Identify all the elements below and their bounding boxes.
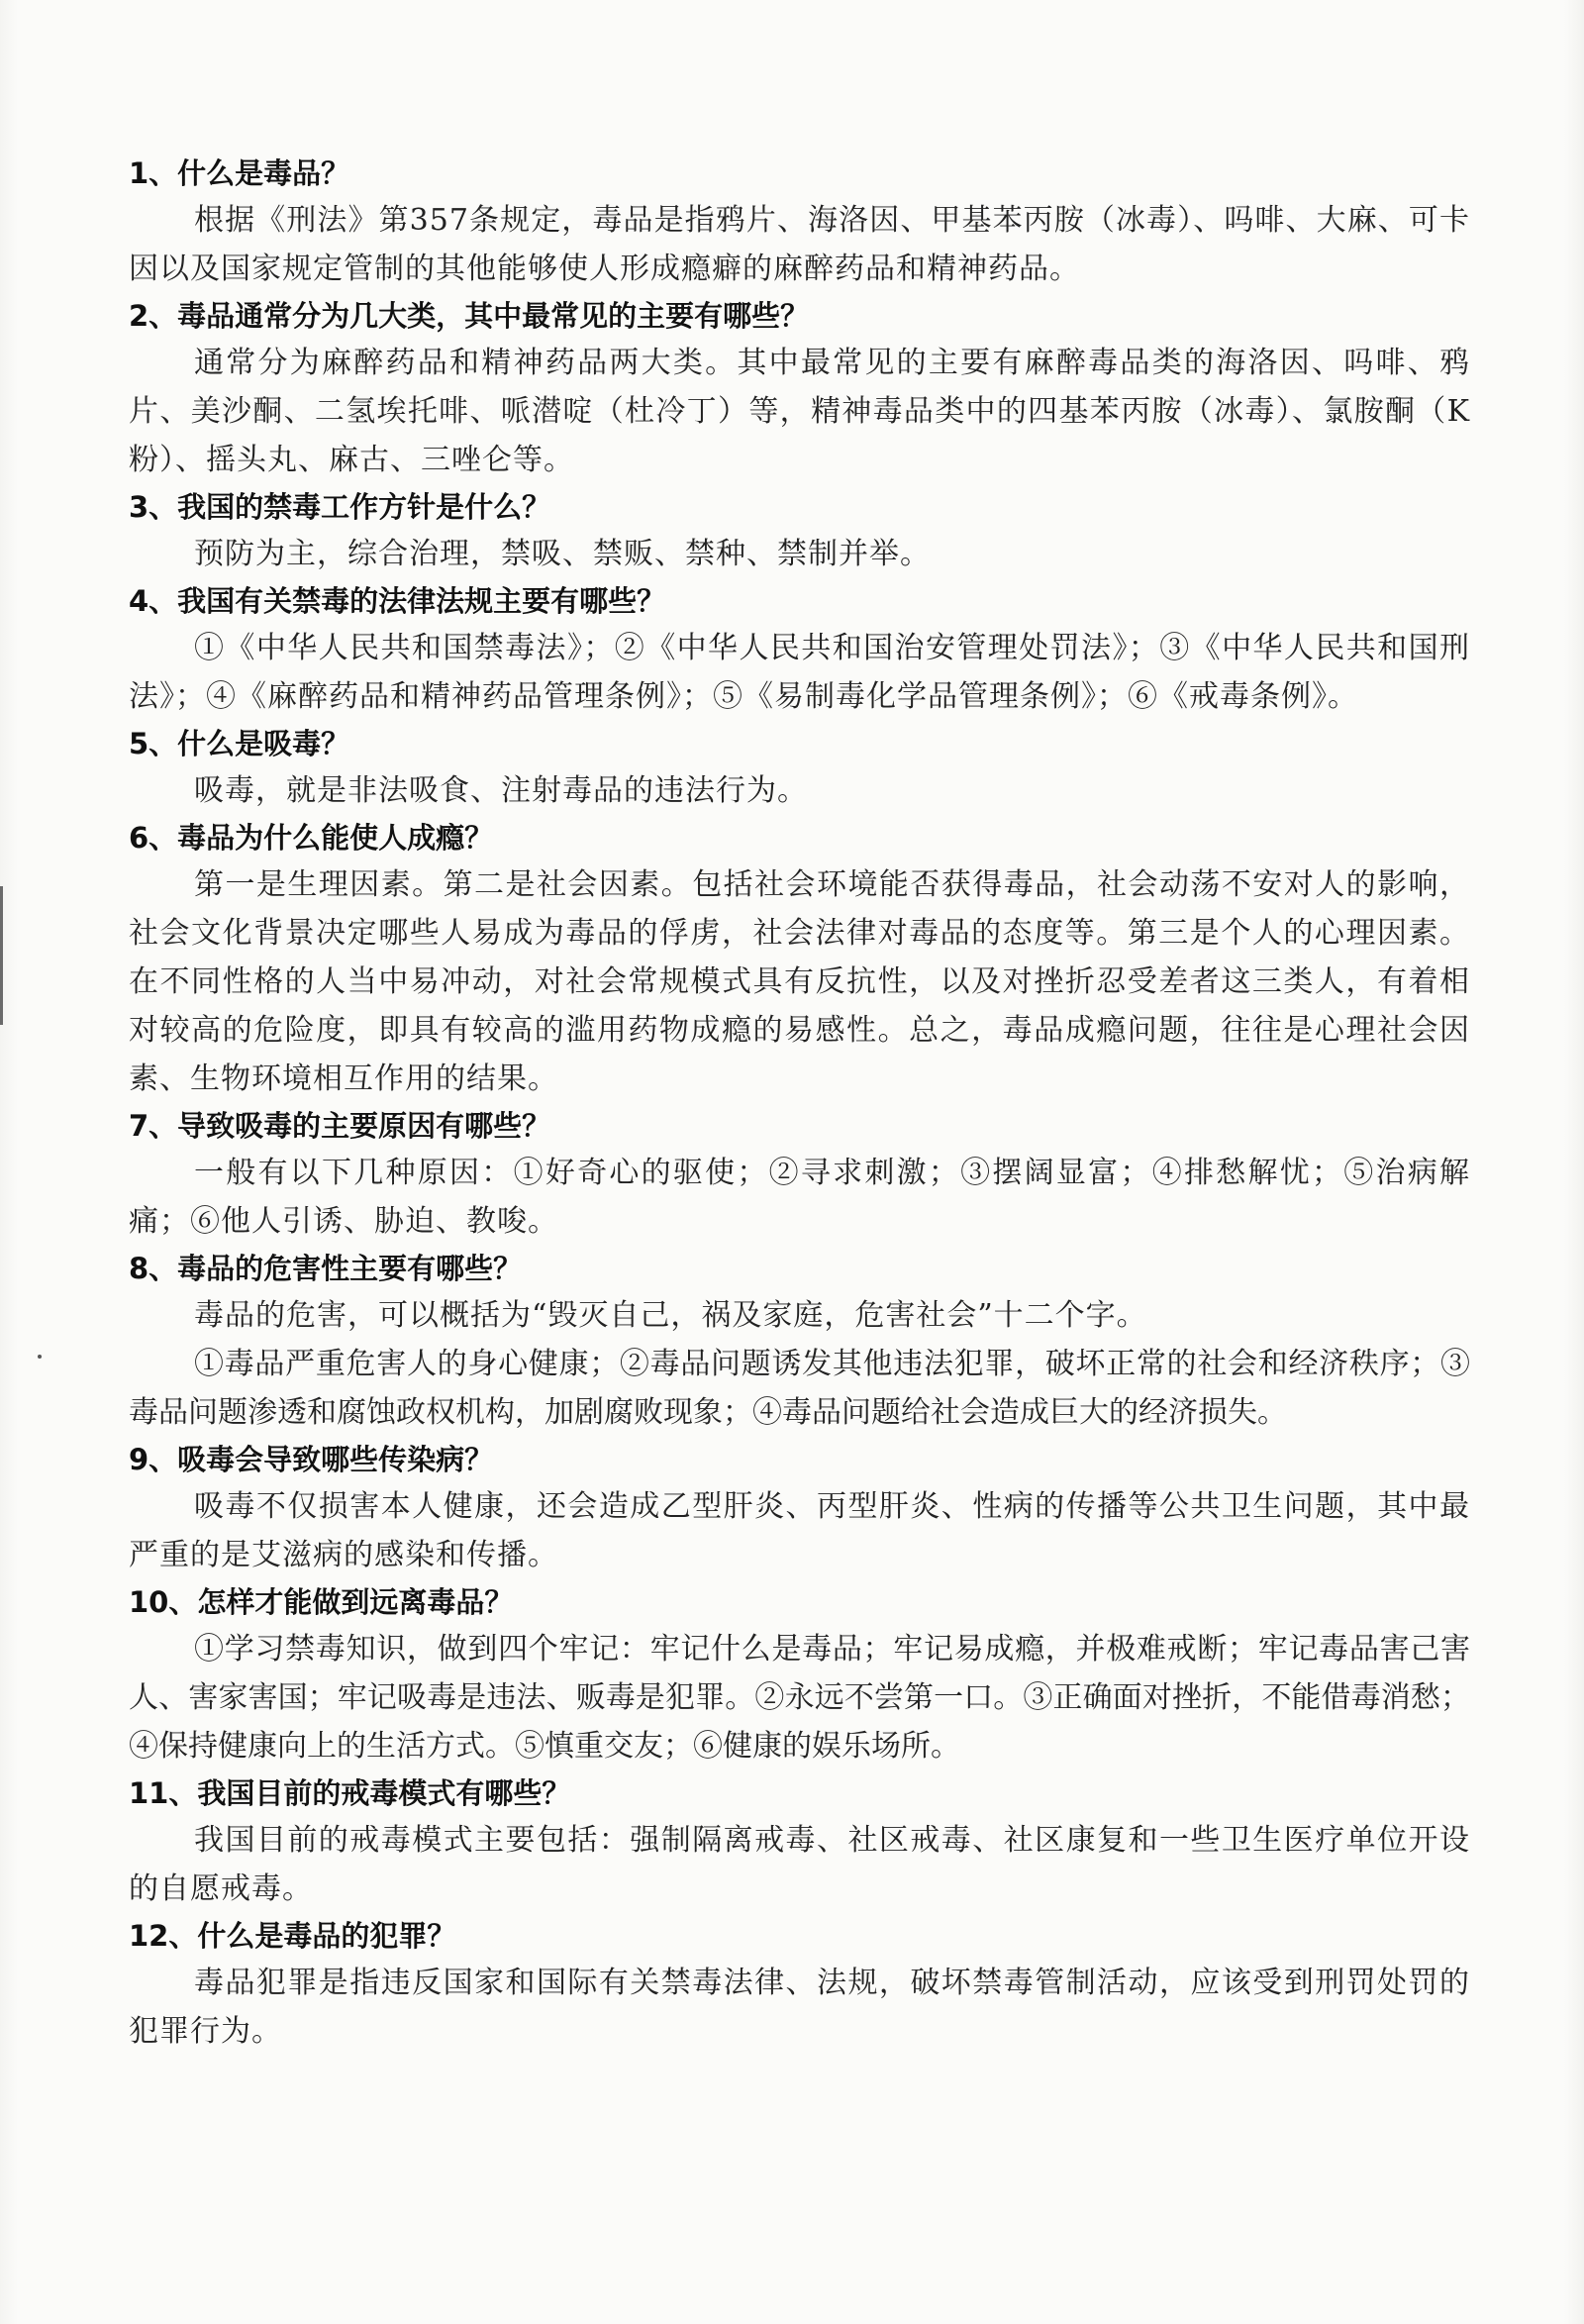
qa-document: [129, 151, 1470, 2056]
answer-paragraph: 一般有以下几种原因：①好奇心的驱使；②寻求刺激；③摆阔显富；④排愁解忧；⑤治病解痛；⑥他人引诱、胁迫、教唆。: [129, 1156, 1470, 1239]
answer-paragraph: 吸毒，就是非法吸食、注射毒品的违法行为。: [194, 773, 808, 808]
question-heading: 7、导致吸毒的主要原因有哪些？: [129, 1109, 551, 1143]
answer-paragraph: ①学习禁毒知识，做到四个牢记：牢记什么是毒品；牢记易成瘾，并极难戒断；牢记毒品害己害人、害家害国；牢记吸毒是违法、贩毒是犯罪。②永远不尝第一口。③正确面对挫折，不能借毒消愁；④保持健康向上的生活方式。⑤慎重交友；⑥健康的娱乐场所。: [129, 1632, 1470, 1764]
question-heading: 1、什么是毒品？: [129, 156, 350, 190]
question-heading: 6、毒品为什么能使人成瘾？: [129, 821, 494, 855]
answer-paragraph: 我国目前的戒毒模式主要包括：强制隔离戒毒、社区戒毒、社区康复和一些卫生医疗单位开设的自愿戒毒。: [129, 1823, 1470, 1906]
answer-paragraph: 通常分为麻醉药品和精神药品两大类。其中最常见的主要有麻醉毒品类的海洛因、吗啡、鸦片、美沙酮、二氢埃托啡、哌潜啶（杜冷丁）等，精神毒品类中的四基苯丙胺（冰毒）、氯胺酮（K粉）、摇头丸、麻古、三唑仑等。: [129, 346, 1470, 477]
question-heading: 4、我国有关禁毒的法律法规主要有哪些？: [129, 584, 666, 618]
question-heading: 3、我国的禁毒工作方针是什么？: [129, 490, 551, 524]
question-heading: 9、吸毒会导致哪些传染病？: [129, 1443, 494, 1476]
answer-paragraph: ①《中华人民共和国禁毒法》；②《中华人民共和国治安管理处罚法》；③《中华人民共和国刑法》；④《麻醉药品和精神药品管理条例》；⑤《易制毒化学品管理条例》；⑥《戒毒条例》。: [129, 631, 1470, 714]
scan-edge-mark: [0, 886, 3, 1025]
question-heading: 10、怎样才能做到远离毒品？: [129, 1585, 514, 1619]
answer-paragraph: 毒品犯罪是指违反国家和国际有关禁毒法律、法规，破坏禁毒管制活动，应该受到刑罚处罚的犯罪行为。: [129, 1966, 1470, 2049]
answer-paragraph: 毒品的危害，可以概括为“毁灭自己，祸及家庭，危害社会”十二个字。: [194, 1298, 1147, 1333]
answer-paragraph: 吸毒不仅损害本人健康，还会造成乙型肝炎、丙型肝炎、性病的传播等公共卫生问题，其中最严重的是艾滋病的感染和传播。: [129, 1489, 1470, 1572]
answer-paragraph: 预防为主，综合治理，禁吸、禁贩、禁种、禁制并举。: [194, 537, 931, 571]
answer-paragraph: ①毒品严重危害人的身心健康；②毒品问题诱发其他违法犯罪，破坏正常的社会和经济秩序；③毒品问题渗透和腐蚀政权机构，加剧腐败现象；④毒品问题给社会造成巨大的经济损失。: [129, 1347, 1470, 1430]
question-heading: 11、我国目前的戒毒模式有哪些？: [129, 1776, 571, 1810]
question-heading: 12、什么是毒品的犯罪？: [129, 1919, 456, 1953]
scan-speck: [38, 1355, 42, 1359]
question-heading: 8、毒品的危害性主要有哪些？: [129, 1252, 523, 1285]
question-heading: 2、毒品通常分为几大类，其中最常见的主要有哪些？: [129, 299, 810, 333]
question-heading: 5、什么是吸毒？: [129, 727, 350, 760]
answer-paragraph: 第一是生理因素。第二是社会因素。包括社会环境能否获得毒品，社会动荡不安对人的影响，社会文化背景决定哪些人易成为毒品的俘虏，社会法律对毒品的态度等。第三是个人的心理因素。在不同性格的人当中易冲动，对社会常规模式具有反抗性，以及对挫折忍受差者这三类人，有着相对较高的危险度，即具有较高的滥用药物成瘾的易感性。总之，毒品成瘾问题，往往是心理社会因素、生物环境相互作用的结果。: [129, 867, 1470, 1096]
answer-paragraph: 根据《刑法》第357条规定，毒品是指鸦片、海洛因、甲基苯丙胺（冰毒）、吗啡、大麻、可卡因以及国家规定管制的其他能够使人形成瘾癖的麻醉药品和精神药品。: [129, 203, 1470, 286]
